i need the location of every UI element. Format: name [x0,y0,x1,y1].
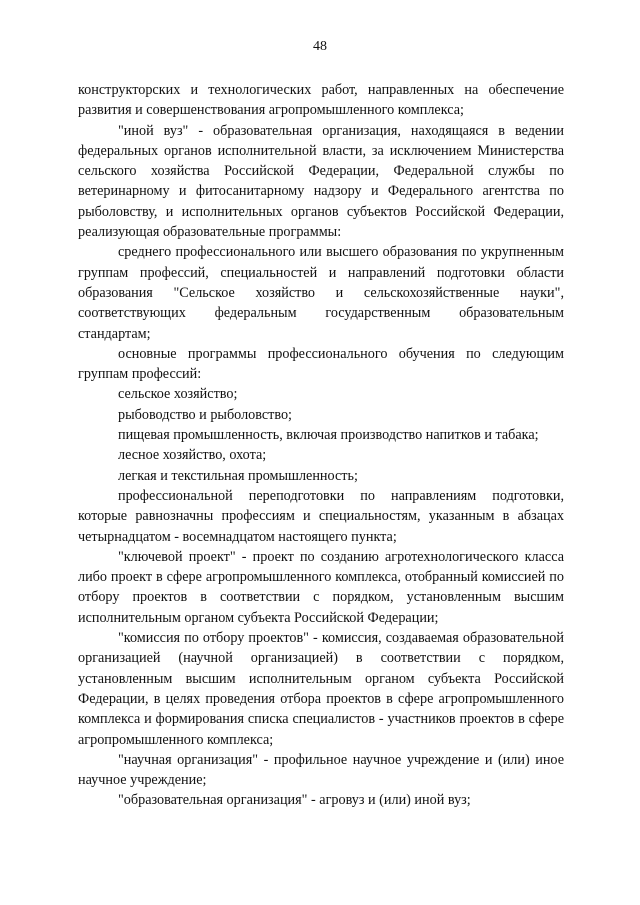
list-item-forestry: лесное хозяйство, охота; [118,447,267,464]
paragraph-definition-commission: "комиссия по отбору проектов" - комиссия, создаваемая образовательной организацией (научной организацией) в соответствии с порядком, установленным высшим исполнительным органом субъекта Российской Федерации, в целях проведения отбора проектов в сфере агропромышленного комплекса и формирования списка специалистов - участников проектов в сфере агропромышленного комплекса; [78,630,564,748]
paragraph-definition-inoy-vuz: "иной вуз" - образовательная организация, находящаяся в ведении федеральных органов исполнительной власти, за исключением Министерства сельского хозяйства Российской Федерации, Федеральной службы по ветеринарному и фитосанитарному надзору и Федерального агентства по рыболовству, и исполнительных органов субъектов Российской Федерации, реализующая образовательные программы: [78,122,564,241]
list-item-light-industry: легкая и текстильная промышленность; [118,467,358,484]
document-body [78,80,564,811]
paragraph-higher-education: среднего профессионального или высшего образования по укрупненным группам профессий, специальностей и направлений подготовки области образования "Сельское хозяйство и сельскохозяйственные науки", соответствующих федеральным государственным образовательным стандартам; [78,244,564,342]
paragraph-definition-educational-org: "образовательная организация" - агровуз и (или) иной вуз; [118,792,471,809]
list-item-fishery: рыбоводство и рыболовство; [118,406,292,423]
list-item-food-industry: пищевая промышленность, включая производство напитков и табака; [118,427,539,444]
paragraph-definition-key-project: "ключевой проект" - проект по созданию агротехнологического класса либо проект в сфере агропромышленного комплекса, отобранный комиссией по отбору проектов в соответствии с порядком, установленным высшим исполнительным органом субъекта Российской Федерации; [78,548,564,626]
paragraph-definition-scientific-org: "научная организация" - профильное научное учреждение и (или) иное научное учреждение; [78,751,564,789]
paragraph-retraining: профессиональной переподготовки по направлениям подготовки, которые равнозначны профессиям и специальностям, указанным в абзацах четырнадцатом - восемнадцатом настоящего пункта; [78,487,564,545]
page-number: 48 [313,39,327,54]
paragraph-continuation: конструкторских и технологических работ, направленных на обеспечение развития и совершенствования агропромышленного комплекса; [78,82,564,119]
paragraph-vocational-training: основные программы профессионального обучения по следующим группам профессий: [78,345,564,383]
list-item-agriculture: сельское хозяйство; [118,386,238,403]
